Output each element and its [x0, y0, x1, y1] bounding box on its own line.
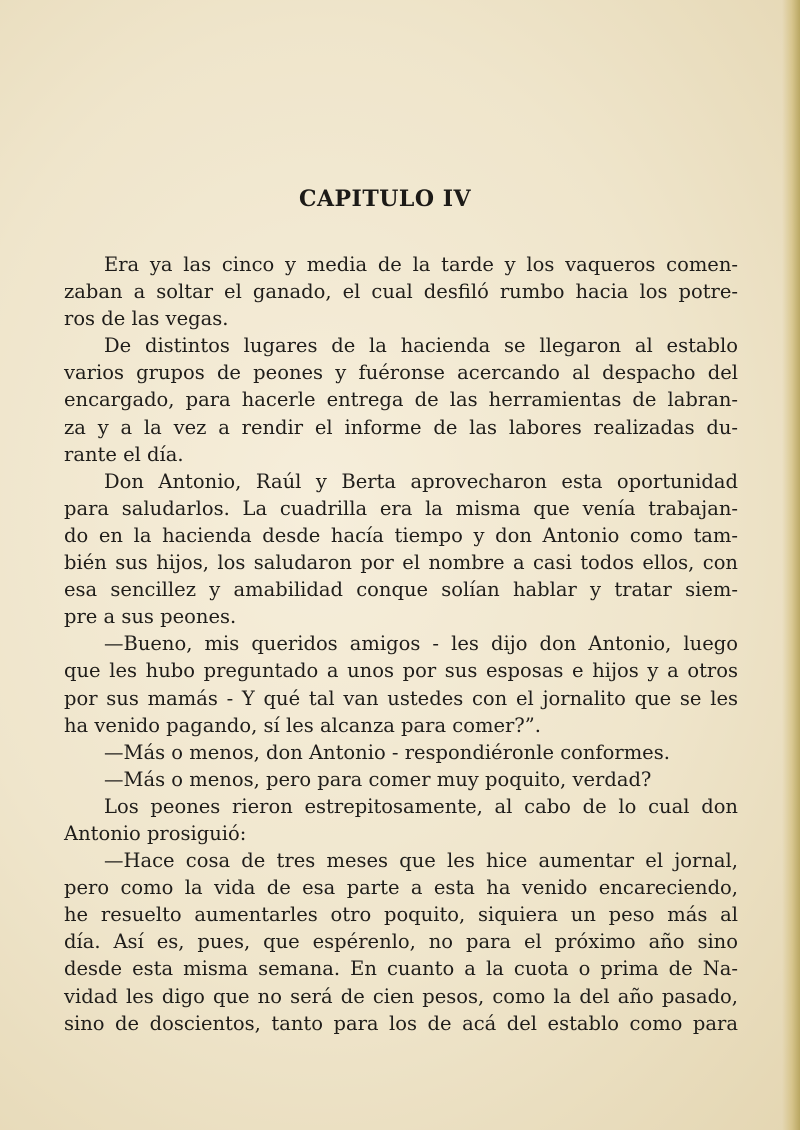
text-line: por sus mamás - Y qué tal van ustedes con el jornalito que se les: [64, 686, 738, 710]
chapter-body: [64, 251, 738, 1037]
text-line: vidad les digo que no será de cien pesos, como la del año pasado,: [64, 984, 738, 1008]
text-line: día. Así es, pues, que espérenlo, no para el próximo año sino: [64, 930, 738, 954]
text-line: —Más o menos, don Antonio - respondiéronle conformes.: [104, 740, 670, 764]
text-line: desde esta misma semana. En cuanto a la cuota o prima de Na-: [64, 957, 738, 981]
text-line: ros de las vegas.: [64, 307, 229, 331]
text-line: za y a la vez a rendir el informe de las labores realizadas du-: [64, 415, 738, 439]
text-line: Antonio prosiguió:: [64, 821, 247, 845]
text-line: —Bueno, mis queridos amigos - les dijo don Antonio, luego: [104, 632, 738, 656]
text-line: he resuelto aumentarles otro poquito, siquiera un peso más al: [64, 903, 738, 927]
text-line: —Hace cosa de tres meses que les hice aumentar el jornal,: [104, 849, 738, 873]
text-line: zaban a soltar el ganado, el cual desfiló rumbo hacia los potre-: [64, 280, 738, 304]
text-line: Don Antonio, Raúl y Berta aprovecharon esta oportunidad: [104, 469, 738, 493]
text-line: sino de doscientos, tanto para los de acá del establo como para: [64, 1011, 738, 1035]
text-line: rante el día.: [64, 442, 184, 466]
text-line: pero como la vida de esa parte a esta ha venido encareciendo,: [64, 876, 738, 900]
text-line: esa sencillez y amabilidad conque solían hablar y tratar siem-: [64, 578, 738, 602]
text-line: —Más o menos, pero para comer muy poquito, verdad?: [104, 767, 652, 791]
page-edge-shadow: [782, 0, 800, 1130]
text-line: Los peones rieron estrepitosamente, al cabo de lo cual don: [104, 794, 738, 818]
text-line: pre a sus peones.: [64, 605, 237, 629]
chapter-title: CAPITULO IV: [298, 186, 472, 212]
text-line: Era ya las cinco y media de la tarde y los vaqueros comen-: [104, 253, 738, 276]
text-line: que les hubo preguntado a unos por sus esposas e hijos y a otros: [64, 659, 738, 683]
text-line: De distintos lugares de la hacienda se llegaron al establo: [104, 334, 738, 358]
text-line: ha venido pagando, sí les alcanza para comer?”.: [64, 713, 541, 737]
text-line: encargado, para hacerle entrega de las herramientas de labran-: [64, 388, 738, 412]
text-line: varios grupos de peones y fuéronse acercando al despacho del: [64, 361, 738, 385]
text-line: do en la hacienda desde hacía tiempo y don Antonio como tam-: [64, 523, 738, 547]
text-line: para saludarlos. La cuadrilla era la misma que venía trabajan-: [64, 496, 738, 520]
text-line: bién sus hijos, los saludaron por el nombre a casi todos ellos, con: [64, 551, 738, 575]
